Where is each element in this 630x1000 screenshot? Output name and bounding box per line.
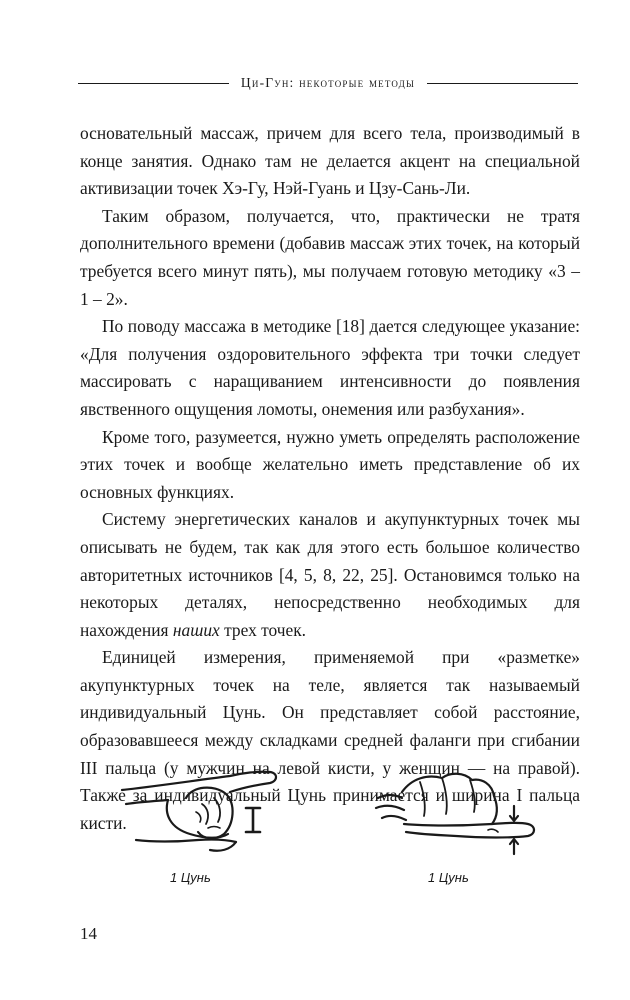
paragraph-2: Таким образом, получается, что, практически не тратя дополнительного времени (добавив массаж этих точек, на который требуется всего минут пять), мы получаем готовую методику «3 – 1 – 2». — [80, 205, 580, 309]
figure-2-caption: 1 Цунь — [428, 870, 469, 885]
page-number: 14 — [80, 924, 97, 943]
paragraph-5-text: Систему энергетических каналов и акупунктурных точек мы описывать не будем, так как для этого есть большое количество авторитетных источников [4, 5, 8, 22, 25]. Остановимся только на некоторых деталях, непосредственно необходимых для нахождения — [80, 509, 580, 640]
illustrations — [0, 768, 630, 888]
paragraph-5-text-end: трех точек. — [219, 619, 307, 640]
paragraph-6: Единицей измерения, применяемой при «разметке» акупунктурных точек на теле, является так называемый индивидуальный Цунь. Он представляет собой расстояние, образовавшееся между складками средней фаланги при сгибании III пальца (у мужчин на левой кисти, у женщин — на правой). Также за индивидуальный Цунь принимается и ширина I пальца кисти. — [80, 647, 580, 833]
paragraph-5 — [80, 506, 580, 644]
paragraph-5-emphasis: наших — [172, 619, 220, 640]
header-rule-right — [427, 83, 578, 84]
paragraph-3: По поводу массажа в методике [18] дается следующее указание: «Для получения оздоровительного эффекта три точки следует массировать с наращиванием интенсивности до появления явственного ощущения ломоты, онемения или разбухания». — [80, 316, 580, 419]
body-text — [80, 120, 580, 837]
figure-1-caption: 1 Цунь — [170, 870, 211, 885]
running-header — [78, 72, 578, 94]
header-rule-left — [78, 83, 229, 84]
paragraph-1: основательный массаж, причем для всего тела, производимый в конце занятия. Однако там не делается акцент на специальной активизации точек Хэ-Гу, Нэй-Гуань и Цзу-Сань-Ли. — [80, 123, 580, 199]
paragraph-4: Кроме того, разумеется, нужно уметь определять расположение этих точек и вообще желательно иметь представление об их основных функциях. — [80, 426, 580, 502]
fist-thumb-width-icon — [372, 768, 542, 864]
header-title: Ци-Гун: некоторые методы — [240, 75, 416, 90]
hand-bent-middle-finger-icon — [118, 768, 288, 864]
